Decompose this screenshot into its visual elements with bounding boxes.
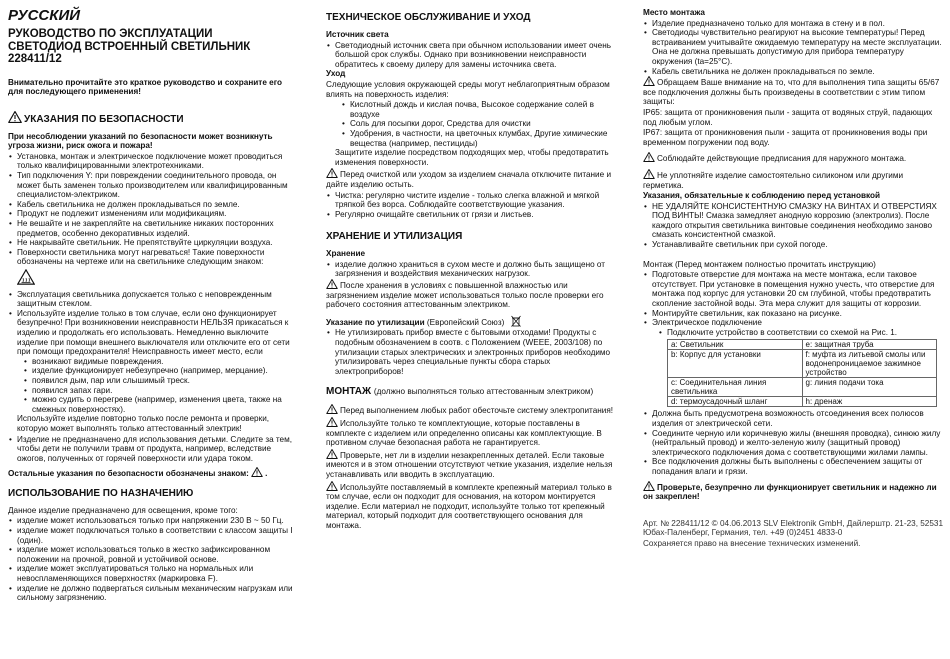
list-item: • Чистка: регулярно чистите изделие - только слегка влажной и мягкой тряпкой без ворса. Соблюдайте соответствующие указания. [326, 191, 616, 210]
storage-heading: ХРАНЕНИЕ И УТИЛИЗАЦИЯ [326, 231, 463, 243]
warning-icon [251, 467, 263, 477]
list-item: • Соль для посыпки дорог, Средства для очистки [326, 119, 616, 129]
document-title [8, 28, 298, 66]
light-source-list [326, 41, 616, 70]
care-title: Уход [326, 69, 346, 79]
list-item: • возникают видимые повреждения. [8, 357, 298, 367]
warn-install: Перед выполнением любых работ обесточьте систему электропитания! [326, 404, 616, 416]
list-item: • Кислотный дождь и кислая почва, Высокое содержание солей в воздухе [326, 100, 616, 119]
crossed-bin-icon [511, 315, 521, 327]
disposal-list [326, 328, 616, 376]
table-row [668, 340, 937, 350]
intro-note: Внимательно прочитайте это краткое руководство и сохраните его для последующего применения! [8, 77, 282, 97]
safety-lead: При несоблюдении указаний по безопасности может возникнуть угроза жизни, риск ожога и пожара! [8, 131, 273, 151]
list-item: • Эксплуатация светильника допускается только с неповрежденным защитным стеклом. [8, 290, 298, 309]
warning-icon [8, 111, 22, 123]
list-item: • Поверхности светильника могут нагреваться! Такие поверхности обозначены на чертеже или на светильнике следующим знаком: [8, 248, 298, 267]
list-item: • изделие не должно подвергаться сильным механическим нагрузкам или сильному загрязнению. [8, 584, 298, 603]
list-item: • Светодиоды чувствительно реагируют на высокие температуры! Перед встраиванием учитывайте ожидаемую температуру на месте эксплуатации. Она не должна превышать допустимую для прибора температуру окружения (ta=25°C). [643, 28, 943, 66]
ip67-note: IP67: защита от проникновения пыли - защита от проникновения воды при временном погружении под воду. [643, 128, 928, 147]
table-cell: g: линия подачи тока [802, 378, 937, 397]
mount-list [643, 270, 943, 328]
warning-icon [326, 279, 338, 289]
before-title: Указания, обязательные к соблюдению перед установкой [643, 191, 881, 201]
list-item: • Кабель светильника не должен прокладываться по земле. [8, 200, 298, 210]
warn-silicone: Не уплотняйте изделие самостоятельно силиконом или другими герметика. [643, 170, 904, 190]
warning-icon [643, 481, 655, 491]
list-item: • Изделие предназначено только для монтажа в стену и в пол. [643, 19, 943, 29]
installation-heading: МОНТАЖ (должно выполняться только аттестованным электриком) [326, 386, 594, 398]
warning-icon [326, 417, 338, 427]
warning-icon [326, 449, 338, 459]
warning-icon [326, 404, 338, 414]
fault-list [8, 357, 298, 415]
care-after: Защитите изделие посредством подходящих мер, чтобы предотвратить изменения поверхности. [335, 148, 609, 167]
list-item: • изделие может использоваться только в жестко зафиксированном положении на прочной, ровной и устойчивой основе. [8, 545, 298, 564]
table-row [668, 350, 937, 378]
list-item: • появился дым, пар или слышимый треск. [8, 376, 298, 386]
disposal-title: Указание по утилизации (Европейский Союз) [326, 315, 616, 328]
list-item: • можно судить о перегреве (например, изменения цвета, также на смежных поверхностях). [8, 395, 298, 414]
warn-install: Используйте только те комплектующие, которые поставлены в комплекте с изделием или определенно описаны как комплектующие. В противном случае безопасная работа не гарантируется. [326, 419, 602, 448]
mount-lead: Монтаж (Перед монтажем полностью прочитать инструкцию) [643, 259, 876, 269]
connect-sub [643, 328, 943, 338]
column-middle [326, 8, 616, 532]
ip65-note: IP65: защита от проникновения пыли - защита от водяных струй, падающих под любым углом. [643, 107, 933, 127]
list-item: • изделие функционирует небезупречно (например, мерцание). [8, 366, 298, 376]
list-item: • Электрическое подключение [643, 318, 943, 328]
after-list [643, 409, 943, 476]
children-list [8, 435, 298, 464]
warning-icon [326, 481, 338, 491]
warn-ip: Обращаем Ваше внимание на то, что для выполнения типа защиты 65/67 все подключения должны быть произведены в соответствии с этим типом защиты: [643, 78, 940, 107]
care-conditions [326, 100, 616, 148]
list-item: • Изделие не предназначено для использования детьми. Следите за тем, чтобы дети не получили травм от продукта, например, вследствие ожогов, полученных от горячей поверхности или удара током. [8, 435, 298, 464]
final-check: Проверьте, безупречно ли функционирует светильник и надежно ли он закреплен! [643, 482, 937, 502]
list-item: • Должна быть предусмотрена возможность отсоединения всех полюсов изделия от электрической сети. [643, 409, 943, 428]
safety-list-2 [8, 290, 298, 357]
care-list [326, 191, 616, 220]
title-line: 228411/12 [8, 53, 62, 65]
storage-title: Хранение [326, 249, 366, 259]
table-cell: a: Светильник [668, 340, 803, 350]
care-lead: Следующие условия окружающей среды могут неблагоприятным образом влиять на поверхность изделия: [326, 79, 610, 99]
list-item: • Не вешайте и не закрепляйте на светильнике никаких посторонних предметов, особенно декоративных изделий. [8, 219, 298, 238]
list-item: • Соедините черную или коричневую жилы (внешняя проводка), синюю жилу (нейтральный провод) и желто-зеленую жилу (защитный провод) электрического подключения дома с соответствующими жилами лампы. [643, 429, 943, 458]
footer-line: Арт. № 228411/12 © 04.06.2013 SLV Elektronik GmbH, Дайлерштр. 21-23, 52531 Юбах-Паленберг, Германия, тел. +49 (0)2451 4833-0 [643, 518, 944, 538]
list-item: • Монтируйте светильник, как показано на рисунке. [643, 309, 943, 319]
title-line: РУКОВОДСТВО ПО ЭКСПЛУАТАЦИИ [8, 28, 213, 40]
table-row [668, 397, 937, 407]
list-item: • изделие должно храниться в сухом месте и должно быть защищено от загрязнения и воздействия механических нагрузок. [326, 260, 616, 279]
table-row [668, 378, 937, 397]
list-item: • Установка, монтаж и электрическое подключение может проводиться только квалифицированными электротехниками. [8, 152, 298, 171]
list-item: • Устанавливайте светильник при сухой погоде. [643, 240, 943, 250]
column-right [643, 8, 943, 550]
footer-line: Сохраняется право на внесение технических изменений. [643, 538, 861, 548]
table-cell: b: Корпус для установки [668, 350, 803, 378]
warn-outdoor: Соблюдайте действующие предписания для наружного монтажа. [643, 152, 943, 164]
warn-install: Используйте поставляемый в комплекте крепежный материал только в том случае, если он подходит для основания, на котором монтируется изделие. Если материал не подходит, используйте только тот крепежный материал, который подходит для соответствующего основания для монтажа. [326, 482, 612, 530]
warn-clean: Перед очисткой или уходом за изделием сначала отключите питание и дайте изделию остыть. [326, 170, 612, 189]
repair-note: Используйте изделие повторно только после ремонта и проверки, которую может выполнять только аттестованный электрик! [17, 414, 270, 433]
title-line: СВЕТОДИОД ВСТРОЕННЫЙ СВЕТИЛЬНИК [8, 40, 251, 53]
list-item: • появился запах гари. [8, 386, 298, 396]
warn-storage: После хранения в условиях с повышенной влажностью или загрязнением изделие может использоваться только после проверки его рабочего состояния аттестованным электриком. [326, 281, 604, 310]
list-item: • Светодиодный источник света при обычном использовании имеет очень большой срок службы. Однако при возникновении неисправности обратитесь к своему дилеру для замены источника света. [326, 41, 616, 70]
table-cell: e: защитная труба [802, 340, 937, 350]
warning-icon [326, 168, 338, 178]
usage-list [8, 516, 298, 602]
list-item: • Не накрывайте светильник. Не препятствуйте циркуляции воздуха. [8, 238, 298, 248]
safety-heading: УКАЗАНИЯ ПО БЕЗОПАСНОСТИ [8, 111, 298, 126]
list-item: • Все подключения должны быть выполнены с обеспечением защиты от попадания влаги и грязи. [643, 457, 943, 476]
before-list [643, 202, 943, 250]
list-item: • изделие может эксплуатироваться только на нормальных или невоспламеняющихся поверхностях (маркировка F). [8, 564, 298, 583]
legend-table [667, 339, 937, 407]
warning-icon [643, 76, 655, 86]
usage-heading: ИСПОЛЬЗОВАНИЕ ПО НАЗНАЧЕНИЮ [8, 487, 194, 499]
list-item: • Регулярно очищайте светильник от грязи и листьев. [326, 210, 616, 220]
hot-surface-icon [8, 269, 298, 288]
maintenance-heading: ТЕХНИЧЕСКОЕ ОБСЛУЖИВАНИЕ И УХОД [326, 12, 531, 23]
storage-list [326, 260, 616, 279]
table-cell: d: термоусадочный шланг [668, 397, 803, 407]
language-label: РУССКИЙ [8, 7, 81, 24]
list-item: • Тип подключения Y: при повреждении соединительного провода, он может быть заменен только производителем или квалифицированным специалистом-электриком. [8, 171, 298, 200]
list-item: • Продукт не подлежит изменениям или модификациям. [8, 209, 298, 219]
table-cell: h: дренаж [802, 397, 937, 407]
table-cell: c: Соединительная линия светильника [668, 378, 803, 397]
location-title: Место монтажа [643, 8, 705, 17]
column-left [8, 8, 298, 603]
list-item: • изделие может подключаться только в соответствии с классом защиты I (один). [8, 526, 298, 545]
table-cell: f: муфта из литьевой смолы или водонепроницаемое зажимное устройство [802, 350, 937, 378]
warn-install: Проверьте, нет ли в изделии незакрепленных деталей. Если таковые имеются и в этом отношении отсутствуют четкие указания, изделие нельзя устанавливать или вводить в эксплуатацию. [326, 450, 613, 479]
safety-list [8, 152, 298, 267]
list-item: • Подключите устройство в соответствии со схемой на Рис. 1. [643, 328, 943, 338]
list-item: • изделие может использоваться только при напряжении 230 В ~ 50 Гц. [8, 516, 298, 526]
list-item: • Удобрения, в частности, на цветочных клумбах, Другие химические вещества (например, пестициды) [326, 129, 616, 148]
other-notes: Остальные указания по безопасности обозначены знаком: . [8, 469, 268, 479]
warning-icon [643, 169, 655, 179]
list-item: • Используйте изделие только в том случае, если оно функционирует безупречно! При возникновении неисправности НЕЛЬЗЯ прикасаться к изделию и продолжать его использовать. Немедленно выключите изделие при помощи внешнего выключателя или отключите его от сети при помощи предохранителя! Неисправность имеет место, если [8, 309, 298, 357]
location-list [643, 19, 943, 77]
list-item: • НЕ УДАЛЯЙТЕ КОНСИСТЕНТНУЮ СМАЗКУ НА ВИНТАХ И ОТВЕРСТИЯХ ПОД ВИНТЫ! Смазка замедляет анодную коррозию (электролиз). После каждого открытия светильника винтовые соединения необходимо заново смазать консистентной смазкой. [643, 202, 943, 240]
usage-lead: Данное изделие предназначено для освещения, кроме того: [8, 505, 238, 515]
list-item: • Не утилизировать прибор вместе с бытовыми отходами! Продукты с подобным обозначением в соотв. с Положением (WEEE, 2003/108) по утилизации старых электрических и электронных приборов необходимо утилизировать через специальные пункты сбора старых электроприборов! [326, 328, 616, 376]
list-item: • Кабель светильника не должен прокладываться по земле. [643, 67, 943, 77]
light-source-title: Источник света [326, 30, 389, 39]
list-item: • Подготовьте отверстие для монтажа на месте монтажа, если таковое отсутствует. При установке в помещения нужно учесть, что отверстие для монтажа под корпус для установки 20 см глубиной, чтобы предотвратить скопление застойной воды. Эта мера служит для защиты от коррозии. [643, 270, 943, 308]
warning-icon [643, 152, 655, 162]
